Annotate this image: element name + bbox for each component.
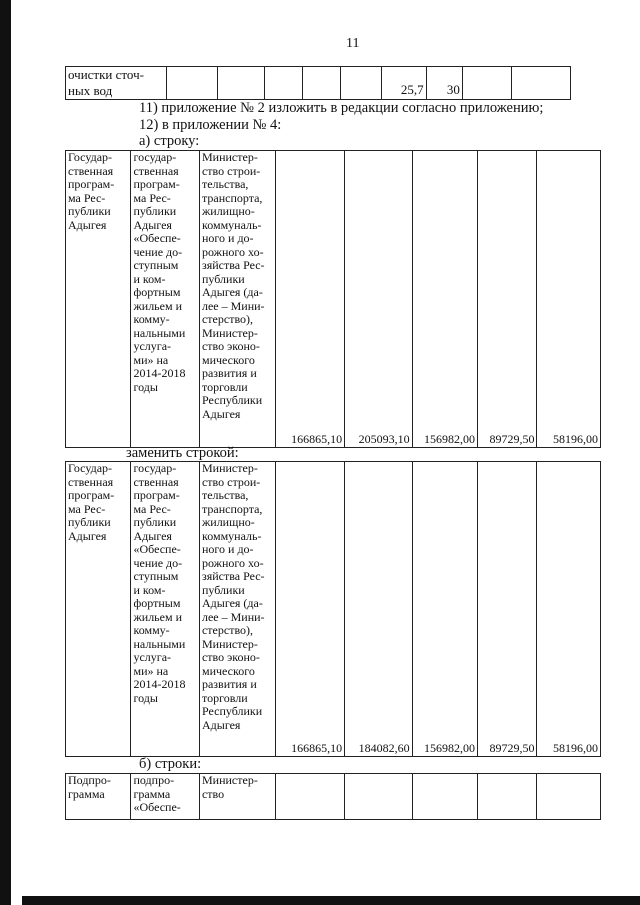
table-row-b xyxy=(65,461,601,757)
instruction-item-12: 12) в приложении № 4: xyxy=(139,117,282,133)
cell-empty xyxy=(345,774,413,820)
cell-empty xyxy=(537,774,601,820)
cell-value: 156982,00 xyxy=(412,462,477,757)
table-row-c xyxy=(65,773,601,820)
table-cell-empty xyxy=(512,67,571,100)
instruction-replace: заменить строкой: xyxy=(126,445,239,461)
cell-program-name: государ- ственная програм- ма Рес- публики Адыгея «Обеспе- чение до- ступным и ком- фортным жильем и комму- нальными услуга- ми» на 2014-2018 годы xyxy=(131,151,200,448)
cell-empty xyxy=(412,774,477,820)
cell-value: 156982,00 xyxy=(412,151,477,448)
cell-responsible: Министер- ство xyxy=(199,774,275,820)
table-cell-empty xyxy=(462,67,511,100)
cell-responsible: Министер- ство строи- тельства, транспорта, жилищно- коммуналь- ного и до- рожного хо- зяйства Рес- публики Адыгея (да- лее – Мини- стерство), Министер- ство эконо- мического развития и торговли Республики Адыгея xyxy=(199,151,275,448)
cell-value: 89729,50 xyxy=(478,462,537,757)
table-cell-label: очистки сточ- ных вод xyxy=(66,67,167,100)
table-cell-value: 25,7 xyxy=(382,67,426,100)
cell-program-name: государ- ственная програм- ма Рес- публики Адыгея «Обеспе- чение до- ступным и ком- фортным жильем и комму- нальными услуга- ми» на 2014-2018 годы xyxy=(131,462,200,757)
scan-bottom-edge xyxy=(22,896,640,905)
page-number: 11 xyxy=(346,36,360,51)
table-cell-empty xyxy=(340,67,382,100)
instruction-item-11: 11) приложение № 2 изложить в редакции согласно приложению; xyxy=(139,100,544,116)
cell-program-type: Государ- ственная програм- ма Рес- публики Адыгея xyxy=(66,462,131,757)
instruction-sub-a: а) строку: xyxy=(139,133,200,149)
instruction-sub-b: б) строки: xyxy=(139,756,202,772)
cell-program-type: Подпро- грамма xyxy=(66,774,131,820)
cell-program-type: Государ- ственная програм- ма Рес- публики Адыгея xyxy=(66,151,131,448)
table-cell-empty xyxy=(166,67,217,100)
cell-empty xyxy=(275,774,345,820)
cell-value: 89729,50 xyxy=(478,151,537,448)
table-cell-empty xyxy=(265,67,303,100)
cell-value: 205093,10 xyxy=(345,151,413,448)
top-table-fragment xyxy=(65,66,571,100)
cell-value: 58196,00 xyxy=(537,462,601,757)
cell-value: 58196,00 xyxy=(537,151,601,448)
scan-left-edge xyxy=(0,0,11,905)
cell-empty xyxy=(478,774,537,820)
table-cell-empty xyxy=(303,67,341,100)
table-cell-value: 30 xyxy=(426,67,462,100)
cell-responsible: Министер- ство строи- тельства, транспорта, жилищно- коммуналь- ного и до- рожного хо- зяйства Рес- публики Адыгея (да- лее – Мини- стерство), Министер- ство эконо- мического развития и торговли Республики Адыгея xyxy=(199,462,275,757)
cell-value: 166865,10 xyxy=(275,151,345,448)
cell-value: 184082,60 xyxy=(345,462,413,757)
cell-value: 166865,10 xyxy=(275,462,345,757)
table-cell-empty xyxy=(218,67,265,100)
table-row-a xyxy=(65,150,601,448)
cell-program-name: подпро- грамма «Обеспе- xyxy=(131,774,200,820)
